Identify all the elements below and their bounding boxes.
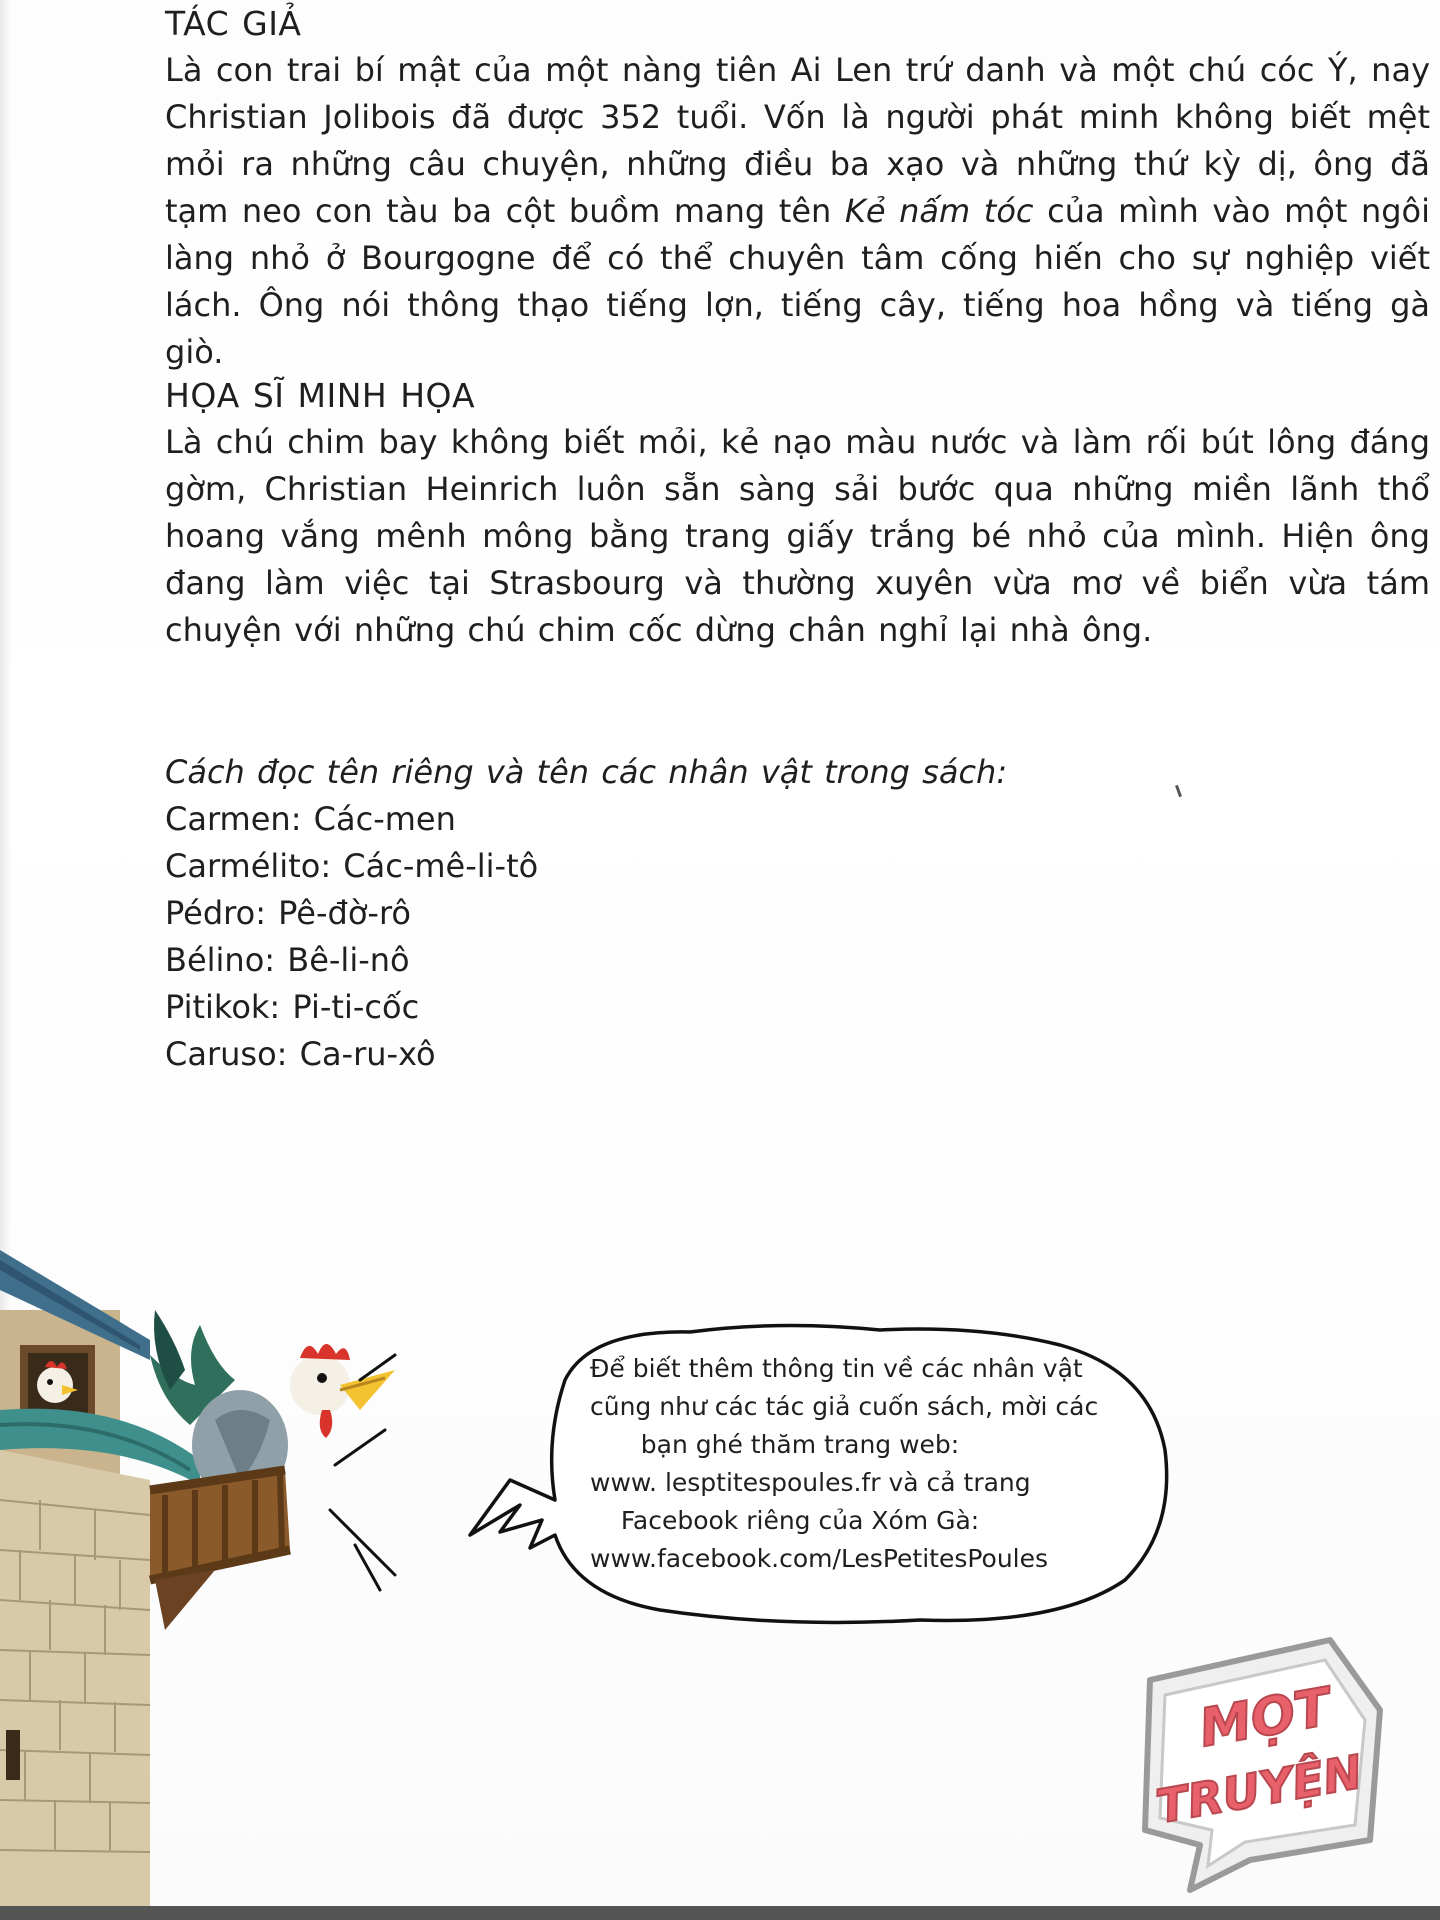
mot-truyen-watermark-logo xyxy=(1130,1620,1400,1900)
author-section xyxy=(165,0,1430,376)
bubble-line: www. lesptitespoules.fr và cả trang xyxy=(590,1468,1031,1497)
glossary-entry: Carmen: Các-men xyxy=(165,800,456,838)
glossary-entry: Bélino: Bê-li-nô xyxy=(165,941,410,979)
author-heading: TÁC GIẢ xyxy=(165,4,302,43)
glossary-entry: Pitikok: Pi-ti-cốc xyxy=(165,988,420,1026)
illustrator-bio: Là chú chim bay không biết mỏi, kẻ nạo màu nước và làm rối bút lông đáng gờm, Christian Heinrich luôn sẵn sàng sải bước qua những miền lãnh thổ hoang vắng mênh mông bằng trang giấy trắng bé nhỏ của mình. Hiện ông đang làm việc tại Strasbourg và thường xuyên vừa mơ về biển vừa tám chuyện với những chú chim cốc dừng chân nghỉ lại nhà ông. xyxy=(165,423,1430,649)
glossary-entry: Caruso: Ca-ru-xô xyxy=(165,1035,436,1073)
ship-name: Kẻ nấm tóc xyxy=(844,192,1034,230)
bubble-line: bạn ghé thăm trang web: xyxy=(640,1430,960,1459)
author-bio xyxy=(165,47,1430,376)
page-bottom-edge xyxy=(0,1906,1440,1920)
watermark-text-bottom: TRUYỆN xyxy=(1152,1744,1367,1834)
bubble-line: cũng như các tác giả cuốn sách, mời các xyxy=(590,1392,1099,1421)
glossary-title: Cách đọc tên riêng và tên các nhân vật trong sách: xyxy=(165,753,1008,791)
bubble-line: www.facebook.com/LesPetitesPoules xyxy=(590,1544,1049,1573)
author-bio-part2: của mình vào một ngôi làng nhỏ ở Bourgogne để có thể chuyên tâm cống hiến cho sự nghiệp viết lách. Ông nói thông thạo tiếng lợn, tiếng cây, tiếng hoa hồng và tiếng gà giò. xyxy=(165,192,1431,371)
bubble-line: Để biết thêm thông tin về các nhân vật xyxy=(590,1354,1083,1383)
glossary-entry: Pédro: Pê-đờ-rô xyxy=(165,894,411,932)
illustrator-section xyxy=(165,372,1430,654)
pronunciation-glossary xyxy=(165,749,1430,1078)
glossary-entry: Carmélito: Các-mê-li-tô xyxy=(165,847,539,885)
bubble-line: Facebook riêng của Xóm Gà: xyxy=(620,1506,980,1535)
illustrator-heading: HỌA SĨ MINH HỌA xyxy=(165,376,476,415)
speech-bubble-text xyxy=(590,1350,1099,1578)
author-bio-part1: Là con trai bí mật của một nàng tiên Ai Len trứ danh và một chú cóc Ý, nay Christian Jolibois đã được 352 tuổi. Vốn là người phát minh không biết mệt mỏi ra những câu chuyện, những điều ba xạo và những thứ kỳ dị, ông đã tạm neo con tàu ba cột buồm mang tên xyxy=(165,51,1430,230)
watermark-text-top: MỌT xyxy=(1195,1677,1335,1760)
